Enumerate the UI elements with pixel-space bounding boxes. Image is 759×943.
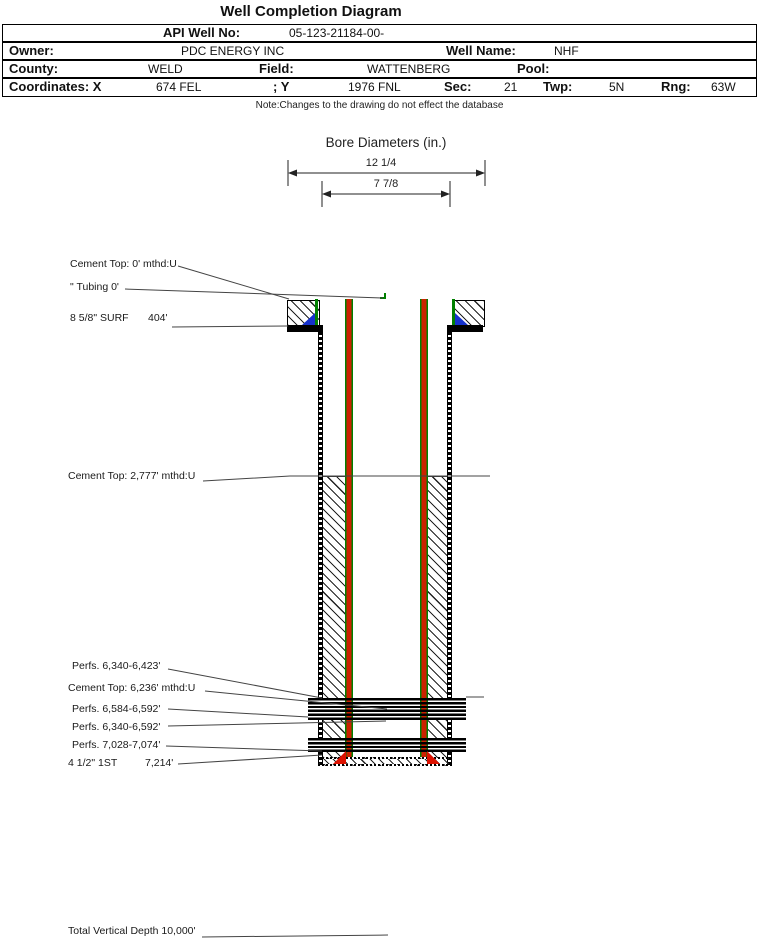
twp-label: Twp: xyxy=(543,79,573,94)
coordinates-y-value: 1976 FNL xyxy=(348,80,401,94)
annotation-cement-top-6236: Cement Top: 6,236' mthd:U xyxy=(68,682,196,694)
sec-label: Sec: xyxy=(444,79,472,94)
database-note: Note:Changes to the drawing do not effect the database xyxy=(255,100,504,111)
tubing-marker-base xyxy=(380,297,386,299)
field-value: WATTENBERG xyxy=(367,62,451,76)
annotation-cement-top-2777: Cement Top: 2,777' mthd:U xyxy=(68,470,196,482)
perforation-zone-lower xyxy=(308,738,466,752)
annotation-perfs-4: Perfs. 7,028-7,074' xyxy=(72,739,161,751)
table-row-coordinates xyxy=(2,78,757,97)
field-label: Field: xyxy=(259,61,294,76)
production-casing-left xyxy=(345,299,353,757)
annotation-perfs-3: Perfs. 6,340-6,592' xyxy=(72,721,161,733)
coordinates-y-label: ; Y xyxy=(273,79,290,94)
casing-shoe-step-right xyxy=(447,325,483,332)
surface-casing-left xyxy=(315,299,318,325)
annotation-perfs-2: Perfs. 6,584-6,592' xyxy=(72,703,161,715)
table-row-owner xyxy=(2,42,757,60)
owner-value: PDC ENERGY INC xyxy=(181,44,285,58)
county-label: County: xyxy=(9,61,59,76)
api-well-no-value: 05-123-21184-00- xyxy=(289,26,385,40)
twp-value: 5N xyxy=(609,80,625,94)
surface-casing-right xyxy=(452,299,455,325)
well-name-value: NHF xyxy=(554,44,579,58)
outer-diameter-label: 12 1/4 xyxy=(365,157,397,169)
annotation-surface-casing-depth: 404' xyxy=(148,312,168,324)
annotation-production-casing: 4 1/2" 1ST xyxy=(68,757,118,769)
owner-label: Owner: xyxy=(9,43,54,58)
rng-value: 63W xyxy=(711,80,736,94)
table-row-county xyxy=(2,60,757,78)
well-name-label: Well Name: xyxy=(446,43,516,58)
bore-diameters-title: Bore Diameters (in.) xyxy=(325,135,447,150)
casing-shoe-step-left xyxy=(287,325,323,332)
page-title: Well Completion Diagram xyxy=(220,3,402,20)
rng-label: Rng: xyxy=(661,79,691,94)
inner-diameter-label: 7 7/8 xyxy=(373,178,399,190)
annotation-perfs-1: Perfs. 6,340-6,423' xyxy=(72,660,161,672)
table-row-api xyxy=(2,24,757,42)
coordinates-x-value: 674 FEL xyxy=(156,80,202,94)
annotation-tubing: " Tubing 0' xyxy=(70,281,119,293)
pool-label: Pool: xyxy=(517,61,550,76)
api-well-no-label: API Well No: xyxy=(163,25,241,40)
sec-value: 21 xyxy=(504,80,518,94)
coordinates-label: Coordinates: X xyxy=(9,79,102,94)
annotation-surface-casing: 8 5/8" SURF xyxy=(70,312,129,324)
county-value: WELD xyxy=(148,62,183,76)
annotation-cement-top-0: Cement Top: 0' mthd:U xyxy=(70,258,177,270)
perforation-zone-upper xyxy=(308,698,466,720)
annotation-total-vertical-depth: Total Vertical Depth 10,000' xyxy=(68,925,196,937)
production-casing-right xyxy=(420,299,428,757)
annotation-production-casing-depth: 7,214' xyxy=(145,757,174,769)
